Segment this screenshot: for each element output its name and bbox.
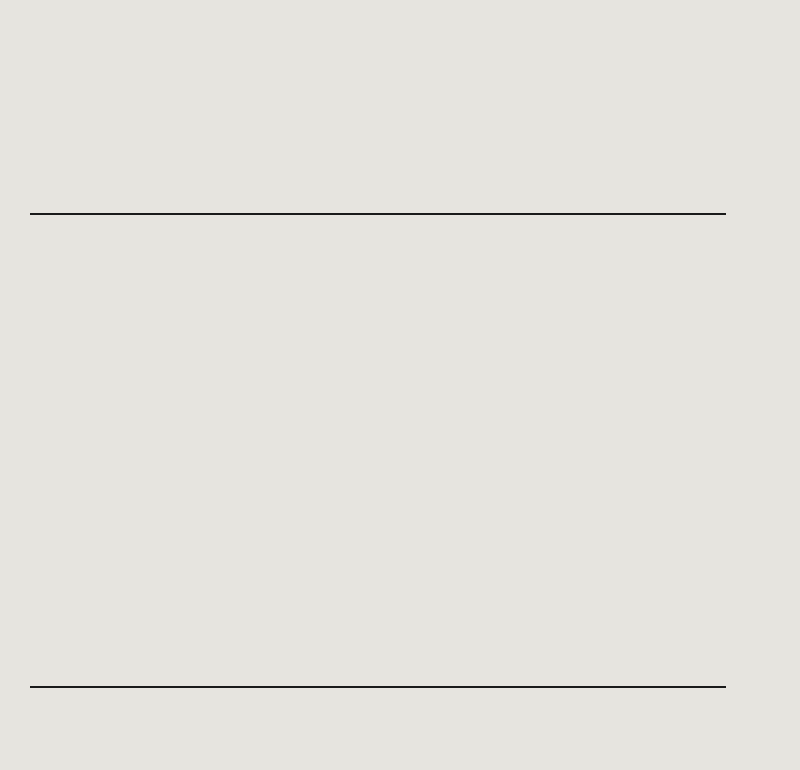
table-top-rule [30,213,726,215]
table-bottom-rule [30,686,726,688]
